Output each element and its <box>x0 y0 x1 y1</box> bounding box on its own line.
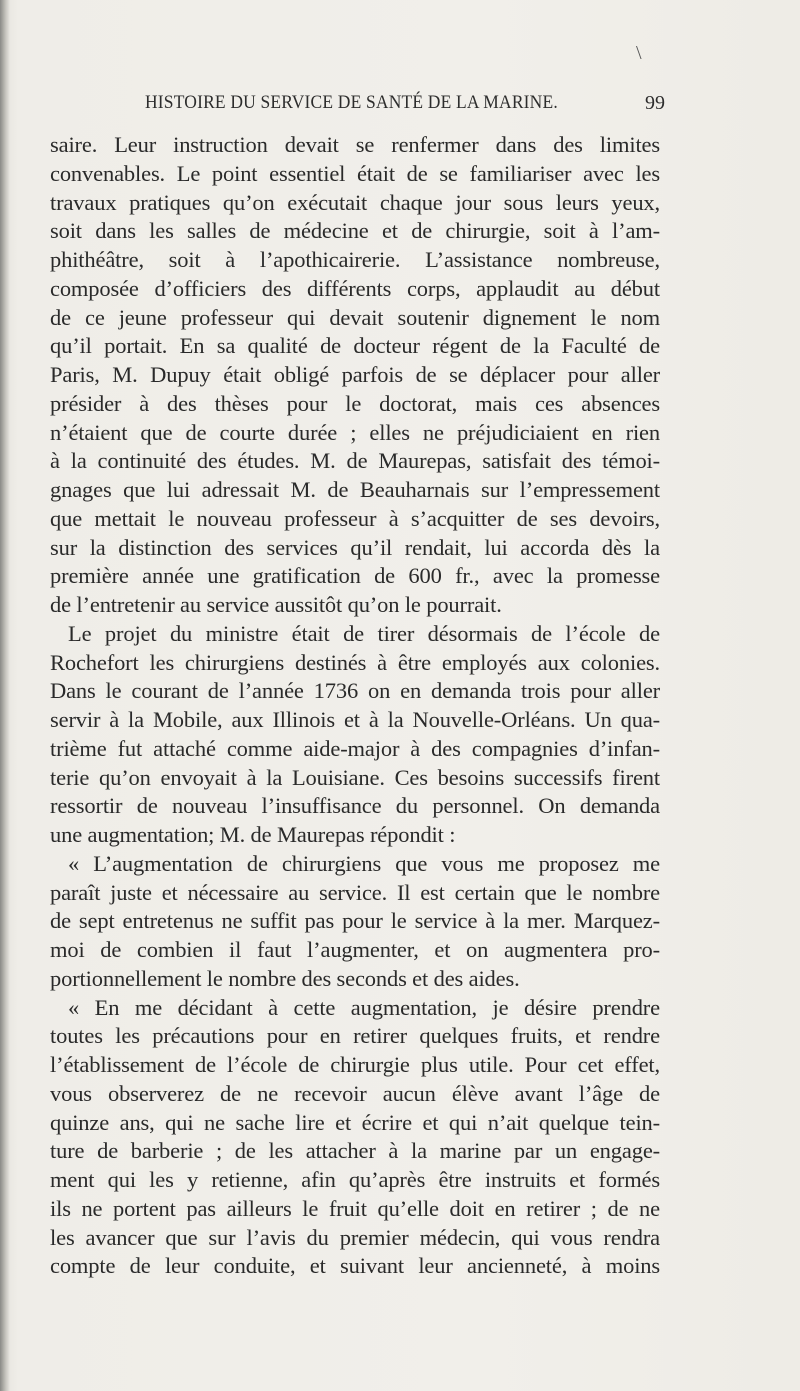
text-line: les avancer que sur l’avis du premier médecin, qui vous rendra <box>50 1224 660 1250</box>
text-line: « En me décidant à cette augmentation, je désire prendre <box>68 994 660 1020</box>
text-line: ture de barberie ; de les attacher à la marine par un engage- <box>50 1138 660 1164</box>
text-line: Paris, M. Dupuy était obligé parfois de se déplacer pour aller <box>50 362 660 387</box>
text-line: de ce jeune professeur qui devait soutenir dignement le nom <box>50 304 660 330</box>
text-line: Dans le courant de l’année 1736 on en demanda trois pour aller <box>50 678 660 704</box>
text-line: Le projet du ministre était de tirer désormais de l’école de <box>68 620 660 646</box>
text-line: l’établissement de l’école de chirurgie plus utile. Pour cet effet, <box>50 1052 660 1077</box>
body-text <box>50 131 660 1281</box>
corner-mark: \ <box>636 42 642 64</box>
text-line: servir à la Mobile, aux Illinois et à la Nouvelle-Orléans. Un qua- <box>50 707 660 732</box>
text-line: à la continuité des études. M. de Maurepas, satisfait des témoi- <box>50 448 660 474</box>
text-line: saire. Leur instruction devait se renfermer dans des limites <box>50 132 660 157</box>
page-number: 99 <box>645 92 665 114</box>
text-line: gnages que lui adressait M. de Beauharnais sur l’empressement <box>50 477 660 502</box>
text-line: terie qu’on envoyait à la Louisiane. Ces besoins successifs firent <box>50 764 660 790</box>
text-line: soit dans les salles de médecine et de chirurgie, soit à l’am- <box>50 218 660 244</box>
running-title: HISTOIRE DU SERVICE DE SANTÉ DE LA MARINE. <box>145 92 558 113</box>
text-line: moi de combien il faut l’augmenter, et on augmentera pro- <box>50 937 660 962</box>
text-line: portionnellement le nombre des seconds et des aides. <box>50 965 520 991</box>
text-line: qu’il portait. En sa qualité de docteur régent de la Faculté de <box>50 333 660 359</box>
text-line: composée d’officiers des différents corps, applaudit au début <box>50 275 660 301</box>
text-line: convenables. Le point essentiel était de se familiariser avec les <box>50 160 660 186</box>
text-line: que mettait le nouveau professeur à s’acquitter de ses devoirs, <box>50 505 660 531</box>
text-line: paraît juste et nécessaire au service. Il est certain que le nombre <box>50 879 660 905</box>
text-line: première année une gratification de 600 fr., avec la promesse <box>50 563 660 589</box>
text-line: quinze ans, qui ne sache lire et écrire et qui n’ait quelque tein- <box>50 1109 660 1135</box>
text-line: « L’augmentation de chirurgiens que vous me proposez me <box>68 850 660 876</box>
text-line: ment qui les y retienne, afin qu’après être instruits et formés <box>50 1167 660 1192</box>
book-spine-shadow <box>0 0 10 1391</box>
text-line: présider à des thèses pour le doctorat, mais ces absences <box>50 390 660 416</box>
text-line: ils ne portent pas ailleurs le fruit qu’elle doit en retirer ; de ne <box>50 1195 660 1221</box>
text-line: phithéâtre, soit à l’apothicairerie. L’assistance nombreuse, <box>50 247 660 272</box>
text-line: sur la distinction des services qu’il rendait, lui accorda dès la <box>50 534 660 560</box>
text-line: vous observerez de ne recevoir aucun élève avant l’âge de <box>50 1080 660 1106</box>
text-line: compte de leur conduite, et suivant leur ancienneté, à moins <box>50 1253 660 1279</box>
text-line: une augmentation; M. de Maurepas répondit : <box>50 822 456 847</box>
text-line: trième fut attaché comme aide-major à des compagnies d’infan- <box>50 735 660 761</box>
text-line: Rochefort les chirurgiens destinés à être employés aux colonies. <box>50 649 660 675</box>
text-line: ressortir de nouveau l’insuffisance du personnel. On demanda <box>50 793 660 819</box>
text-line: travaux pratiques qu’on exécutait chaque jour sous leurs yeux, <box>50 189 660 215</box>
text-line: toutes les précautions pour en retirer quelques fruits, et rendre <box>50 1023 660 1049</box>
text-line: de l’entretenir au service aussitôt qu’on le pourrait. <box>50 592 502 617</box>
text-line: n’étaient que de courte durée ; elles ne préjudiciaient en rien <box>50 419 660 445</box>
text-line: de sept entretenus ne suffit pas pour le service à la mer. Marquez- <box>50 908 660 934</box>
page-header <box>145 92 665 122</box>
